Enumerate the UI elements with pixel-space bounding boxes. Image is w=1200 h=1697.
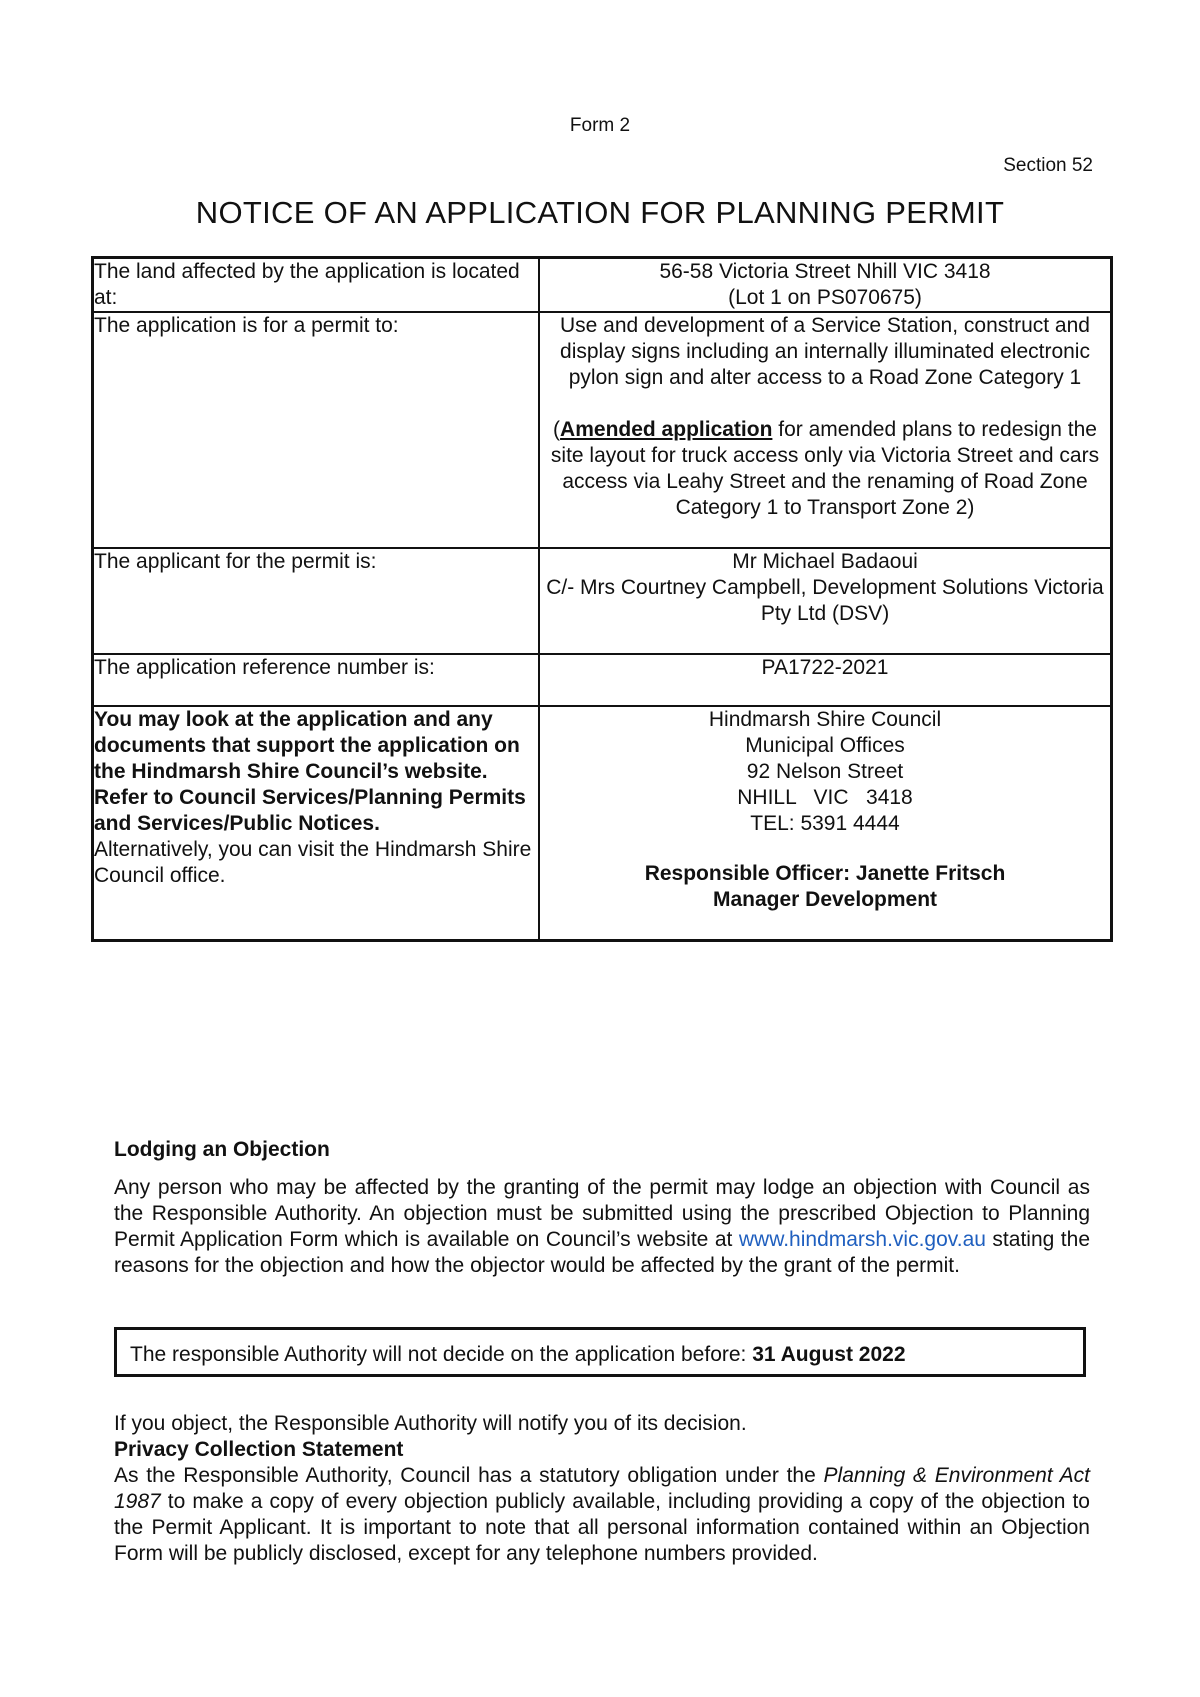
table-row-reference (93, 654, 1112, 706)
amended-note (540, 417, 1110, 521)
inspect-alternative: Alternatively, you can visit the Hindmarsh Shire Council office. (94, 838, 532, 887)
purpose-label-cell (93, 312, 540, 548)
section-number: Section 52 (1003, 155, 1093, 176)
privacy-text-after: to make a copy of every objection publicly available, including providing a copy of the objection to the Permit Applicant. It is important to note that all personal information contained within an Objection Form will be publicly disclosed, except for any telephone numbers provided. (114, 1490, 1090, 1565)
objection-text (114, 1175, 1090, 1279)
purpose-text: Use and development of a Service Station, construct and display signs including an internally illuminated electronic pylon sign and alter access to a Road Zone Category 1 (560, 314, 1090, 389)
land-label-cell (93, 258, 540, 313)
purpose-value-cell (539, 312, 1112, 548)
inspect-label-cell (93, 706, 540, 941)
land-address: 56-58 Victoria Street Nhill VIC 3418 (659, 260, 991, 283)
decision-text: The responsible Authority will not decide on the application before: (130, 1343, 753, 1366)
objection-text-before: Any person who may be affected by the granting of the permit may lodge an objection with Council as the Responsible Authority. An objection must be submitted using the prescribed Objection to Planning Permit Application Form which is available on Council’s website at (114, 1176, 1090, 1251)
applicant-name: Mr Michael Badaoui (732, 550, 918, 573)
objection-heading: Lodging an Objection (114, 1138, 330, 1161)
page-title: NOTICE OF AN APPLICATION FOR PLANNING PERMIT (195, 195, 1005, 230)
amended-open-paren: ( (553, 418, 561, 441)
privacy-text-before: As the Responsible Authority, Council has a statutory obligation under the (114, 1464, 824, 1487)
objection-text-after: stating the reasons for the objection and how the objector would be affected by the grant of the permit. (114, 1228, 1090, 1277)
council-phone: TEL: 5391 4444 (750, 812, 900, 835)
council-name: Hindmarsh Shire Council (708, 708, 942, 731)
amended-text: for amended plans to redesign the site layout for truck access only via Victoria Street and cars access via Leahy Street and the renaming of Road Zone Category 1 to Transport Zone 2) (550, 418, 1100, 519)
footer-section (114, 1411, 1090, 1567)
officer-title: Manager Development (712, 888, 938, 911)
purpose-label: The application is for a permit to: (94, 314, 399, 337)
table-row-applicant (93, 548, 1112, 654)
application-details-table (91, 256, 1113, 942)
inspect-instructions: You may look at the application and any documents that support the application on the Hindmarsh Shire Council’s website. Refer to Council Services/Planning Permits and Services/Public Notices. (94, 708, 526, 835)
council-contact-cell (539, 706, 1112, 941)
council-website-link[interactable]: www.hindmarsh.vic.gov.au (738, 1228, 986, 1251)
applicant-label-cell (93, 548, 540, 654)
applicant-value-cell (539, 548, 1112, 654)
reference-label-cell (93, 654, 540, 706)
table-row-inspect (93, 706, 1112, 941)
amended-label: Amended application (560, 418, 773, 441)
table-row-purpose (93, 312, 1112, 548)
privacy-act-name: Planning & Environment Act 1987 (114, 1464, 1090, 1513)
decision-date: 31 August 2022 (752, 1343, 906, 1366)
reference-label: The application reference number is: (94, 656, 435, 679)
reference-number: PA1722-2021 (761, 656, 889, 679)
decision-date-box (114, 1327, 1086, 1377)
table-row-land (93, 258, 1112, 313)
land-lot: (Lot 1 on PS070675) (728, 286, 922, 309)
reference-value-cell (539, 654, 1112, 706)
responsible-officer: Responsible Officer: Janette Fritsch (644, 862, 1006, 885)
council-offices: Municipal Offices (745, 734, 905, 757)
privacy-heading: Privacy Collection Statement (114, 1438, 404, 1461)
land-value-cell (539, 258, 1112, 313)
notify-text: If you object, the Responsible Authority will notify you of its decision. (114, 1412, 747, 1435)
council-street: 92 Nelson Street (746, 760, 904, 783)
form-number: Form 2 (569, 115, 631, 136)
applicant-label: The applicant for the permit is: (94, 550, 377, 573)
privacy-text (114, 1463, 1090, 1567)
land-label: The land affected by the application is located at: (94, 260, 520, 309)
applicant-agent: C/- Mrs Courtney Campbell, Development Solutions Victoria Pty Ltd (DSV) (546, 576, 1104, 625)
council-town: NHILL VIC 3418 (737, 786, 913, 809)
